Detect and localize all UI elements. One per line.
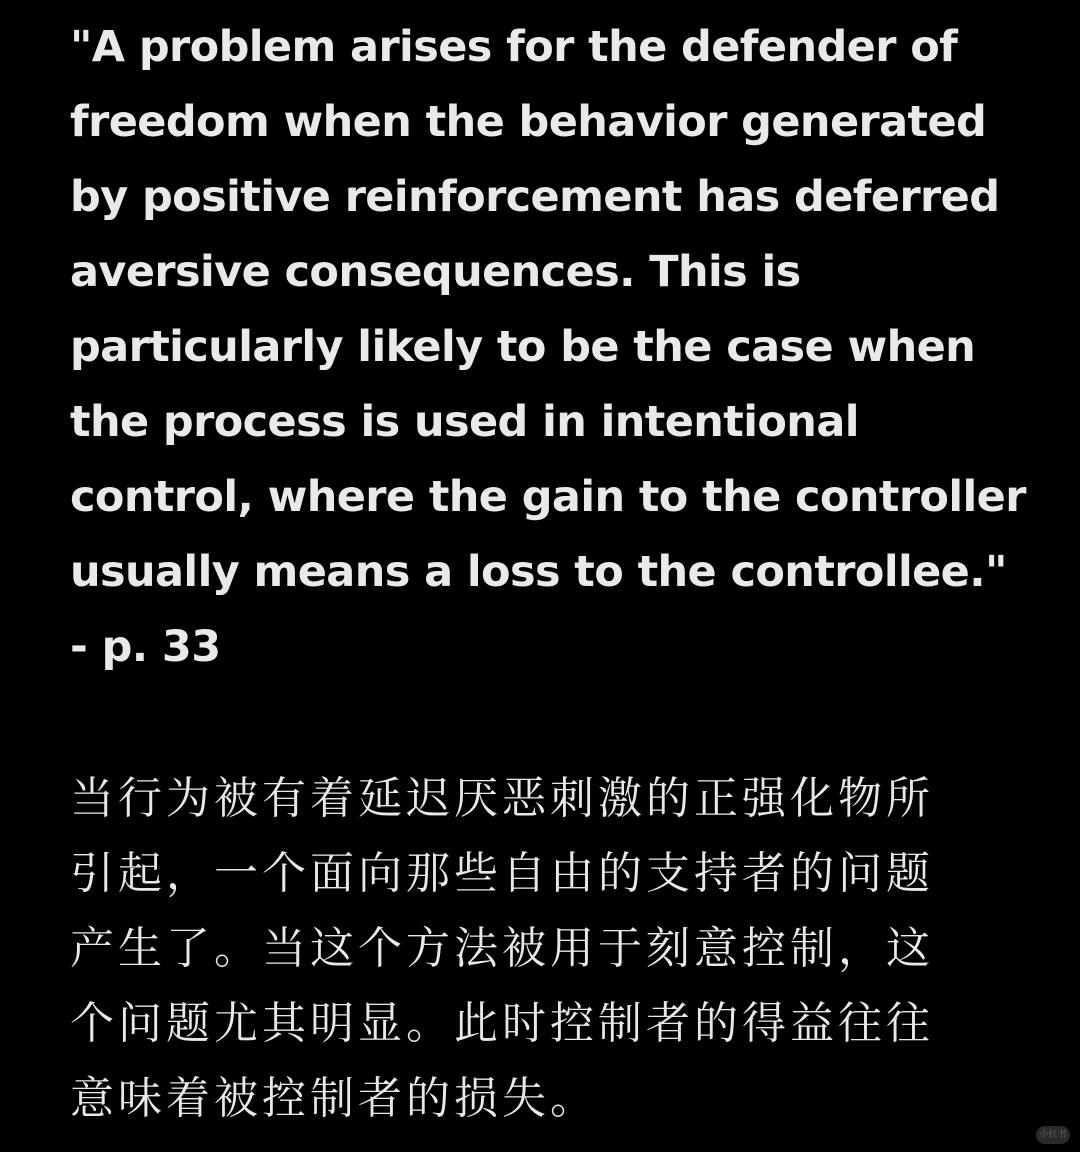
english-quote-line: aversive consequences. This is — [70, 247, 801, 297]
watermark-logo: 小红书 — [1036, 1126, 1070, 1144]
chinese-translation-line: 引起，一个面向那些自由的支持者的问题 — [70, 848, 934, 899]
chinese-translation — [70, 761, 1030, 1136]
english-quote-line: usually means a loss to the controllee." — [70, 547, 1007, 597]
chinese-translation-line: 个问题尤其明显。此时控制者的得益往往 — [70, 998, 934, 1049]
chinese-translation-line: 产生了。当这个方法被用于刻意控制，这 — [70, 923, 934, 974]
section-spacer — [70, 685, 1030, 761]
english-quote — [70, 10, 1030, 685]
english-quote-line: the process is used in intentional — [70, 397, 859, 447]
chinese-translation-line: 当行为被有着延迟厌恶刺激的正强化物所 — [70, 773, 934, 824]
english-quote-line: freedom when the behavior generated — [70, 97, 987, 147]
english-quote-line: control, where the gain to the controller — [70, 472, 1026, 522]
english-quote-line: by positive reinforcement has deferred — [70, 172, 1000, 222]
chinese-translation-line: 意味着被控制者的损失。 — [70, 1073, 598, 1124]
quote-card — [70, 10, 1030, 1136]
english-quote-line: "A problem arises for the defender of — [70, 22, 958, 72]
page-citation: - p. 33 — [70, 622, 221, 672]
english-quote-line: particularly likely to be the case when — [70, 322, 976, 372]
